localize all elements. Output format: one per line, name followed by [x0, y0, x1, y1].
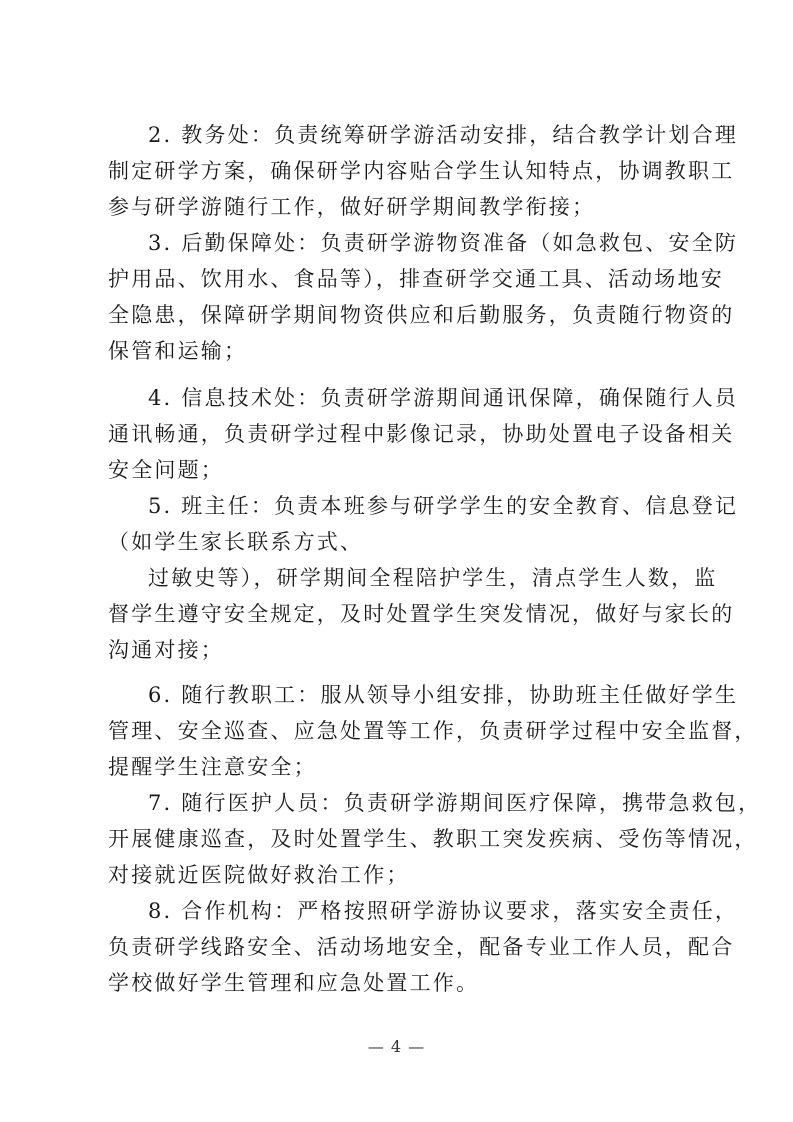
text-line-13: 过敏史等），研学期间全程陪护学生，清点学生人数，监	[148, 566, 718, 590]
text-line-23: 负责研学线路安全、活动场地安全，配备专业工作人员，配合	[108, 935, 735, 959]
text-line-14: 督学生遵守安全规定，及时处置学生突发情况，做好与家长的	[108, 602, 735, 626]
text-line-21: 对接就近医院做好救治工作；	[108, 863, 410, 887]
text-line-9: 通讯畅通，负责研学过程中影像记录，协助处置电子设备相关	[108, 422, 735, 446]
text-line-24: 学校做好学生管理和应急处置工作。	[108, 971, 480, 995]
text-line-18: 提醒学生注意安全；	[108, 755, 317, 779]
text-line-10: 安全问题；	[108, 458, 224, 482]
text-line-17: 管理、安全巡查、应急处置等工作，负责研学过程中安全监督，	[108, 719, 758, 743]
text-line-2: 制定研学方案，确保研学内容贴合学生认知特点，协调教职工	[108, 159, 735, 183]
text-line-5: 护用品、饮用水、食品等），排查研学交通工具、活动场地安	[108, 267, 724, 291]
text-line-7: 保管和运输；	[108, 339, 248, 363]
text-line-3: 参与研学游随行工作，做好研学期间教学衔接；	[108, 195, 596, 219]
text-line-22: 8. 合作机构：严格按照研学游协议要求，落实安全责任，	[148, 899, 739, 923]
text-line-8: 4. 信息技术处：负责研学游期间通讯保障，确保随行人员	[148, 386, 739, 410]
text-line-6: 全隐患，保障研学期间物资供应和后勤服务，负责随行物资的	[108, 303, 735, 327]
text-line-16: 6. 随行教职工：服从领导小组安排，协助班主任做好学生	[148, 683, 739, 707]
text-line-11: 5. 班主任：负责本班参与研学学生的安全教育、信息登记	[148, 494, 739, 518]
text-line-4: 3. 后勤保障处：负责研学游物资准备（如急救包、安全防	[148, 231, 739, 255]
page-number: — 4 —	[367, 1037, 426, 1056]
text-line-19: 7. 随行医护人员：负责研学游期间医疗保障，携带急救包，	[148, 791, 762, 815]
text-line-1: 2. 教务处：负责统筹研学游活动安排，结合教学计划合理	[148, 123, 739, 147]
text-line-20: 开展健康巡查，及时处置学生、教职工突发疾病、受伤等情况，	[108, 827, 758, 851]
text-line-15: 沟通对接；	[108, 638, 224, 662]
text-line-12: （如学生家长联系方式、	[108, 530, 364, 554]
